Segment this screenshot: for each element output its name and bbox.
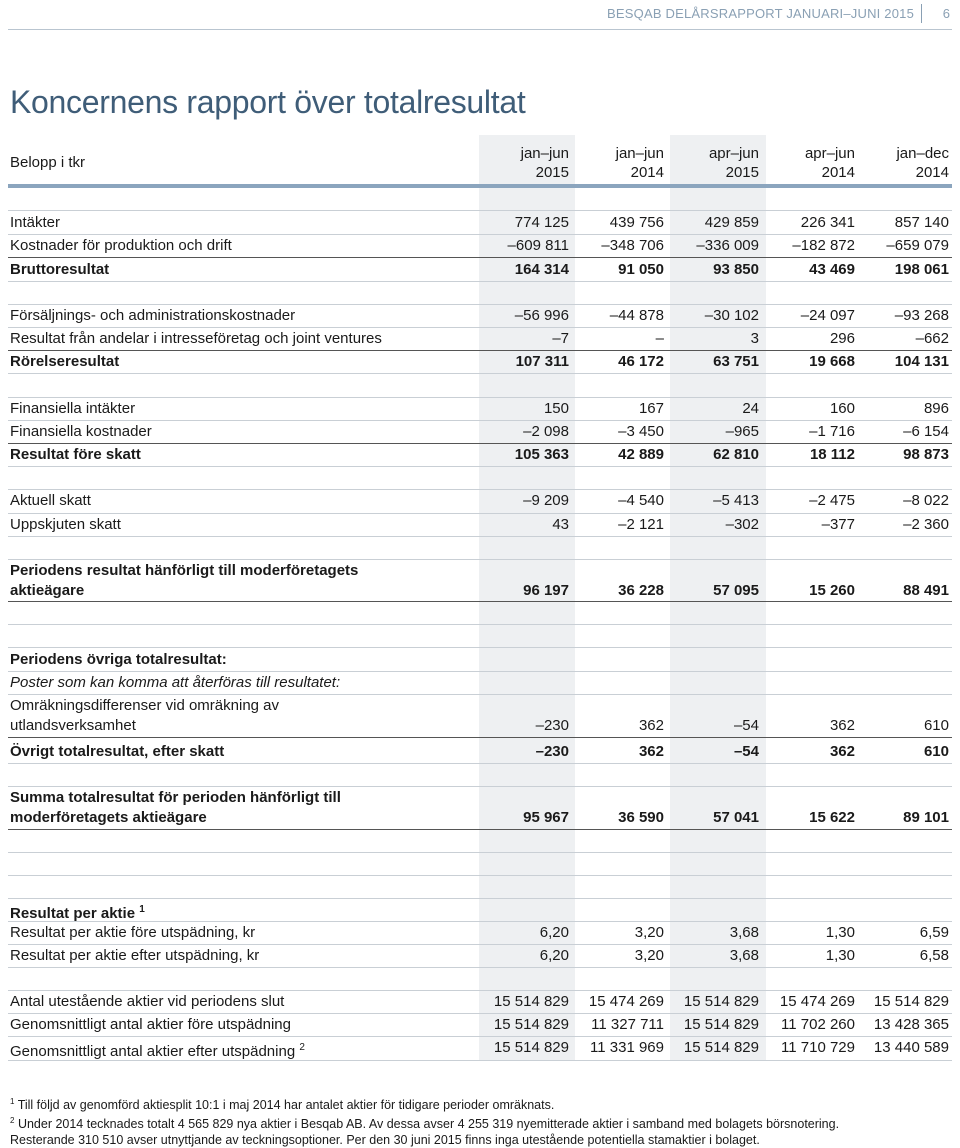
cell-value: –	[655, 330, 664, 347]
row-divider	[8, 373, 952, 374]
cell-value: 13 440 589	[873, 1039, 949, 1056]
row-divider	[8, 513, 952, 514]
row-label-cont: utlandsverksamhet	[10, 717, 136, 734]
row-divider	[8, 304, 952, 305]
row-label: Resultat före skatt	[10, 446, 141, 463]
cell-value: 19 668	[809, 353, 855, 370]
cell-value: –30 102	[704, 307, 759, 324]
cell-value: –24 097	[800, 307, 855, 324]
header-separator	[921, 4, 922, 23]
cell-value: 6,20	[539, 924, 569, 941]
row-divider	[8, 489, 952, 490]
cell-value: –54	[733, 743, 759, 760]
header-rule	[8, 29, 952, 30]
row-divider	[8, 327, 952, 328]
row-divider	[8, 420, 952, 421]
row-divider	[8, 875, 952, 876]
cell-value: 63 751	[713, 353, 759, 370]
cell-value: 362	[829, 743, 855, 760]
row-label: Poster som kan komma att återföras till resultatet:	[10, 674, 341, 691]
row-divider	[8, 257, 952, 258]
row-label: Omräkningsdifferenser vid omräkning av	[10, 697, 280, 714]
footnote-ref: 2	[299, 1042, 305, 1053]
cell-value: 11 710 729	[781, 1039, 855, 1056]
cell-value: 36 590	[618, 809, 664, 826]
cell-value: –659 079	[886, 237, 949, 254]
unit-label: Belopp i tkr	[10, 154, 86, 171]
cell-value: 296	[829, 330, 855, 347]
cell-value: 3,20	[634, 947, 664, 964]
row-label: Periodens övriga totalresultat:	[10, 651, 227, 668]
row-label: Resultat per aktie $^1$	[10, 904, 145, 922]
cell-value: 42 889	[618, 446, 664, 463]
cell-value: 6,59	[919, 924, 949, 941]
cell-value: 160	[829, 400, 855, 417]
cell-value: 57 095	[713, 582, 759, 599]
row-label: Genomsnittligt antal aktier före utspädning	[10, 1016, 291, 1033]
cell-value: 362	[638, 717, 664, 734]
cell-value: 88 491	[903, 582, 949, 599]
cell-value: 104 131	[894, 353, 949, 370]
cell-value: 15 514 829	[493, 1039, 569, 1056]
cell-value: –2 475	[809, 492, 855, 509]
cell-value: 198 061	[894, 261, 949, 278]
row-divider	[8, 763, 952, 764]
row-divider	[8, 671, 952, 672]
cell-value: 62 810	[713, 446, 759, 463]
row-label: Kostnader för produktion och drift	[10, 237, 232, 254]
row-divider	[8, 536, 952, 537]
cell-value: 96 197	[523, 582, 569, 599]
cell-value: 15 474 269	[779, 993, 855, 1010]
row-divider	[8, 210, 952, 211]
row-divider	[8, 559, 952, 560]
cell-value: –662	[915, 330, 949, 347]
cell-value: 1,30	[825, 924, 855, 941]
cell-value: 15 474 269	[588, 993, 664, 1010]
cell-value: –4 540	[618, 492, 664, 509]
row-divider	[8, 694, 952, 695]
cell-value: 362	[829, 717, 855, 734]
row-divider	[8, 397, 952, 398]
row-divider	[8, 647, 952, 648]
row-divider	[8, 944, 952, 945]
cell-value: –93 268	[894, 307, 949, 324]
cell-value: 105 363	[514, 446, 569, 463]
column-header	[8, 135, 952, 187]
page-title: Koncernens rapport över totalresultat	[10, 84, 526, 120]
row-divider	[8, 967, 952, 968]
cell-value: –2 098	[523, 423, 569, 440]
cell-value: –230	[535, 717, 569, 734]
cell-value: 167	[638, 400, 664, 417]
column-heading: jan–dec 2014	[896, 145, 949, 181]
row-label: Uppskjuten skatt	[10, 516, 121, 533]
cell-value: 362	[638, 743, 664, 760]
row-divider	[8, 234, 952, 235]
column-heading: apr–jun 2015	[708, 145, 759, 181]
cell-value: –348 706	[601, 237, 664, 254]
cell-value: 439 756	[609, 214, 664, 231]
row-label: Försäljnings- och administrationskostnader	[10, 307, 296, 324]
cell-value: 89 101	[903, 809, 949, 826]
cell-value: –1 716	[809, 423, 855, 440]
row-divider	[8, 466, 952, 467]
cell-value: 3	[750, 330, 759, 347]
cell-value: 95 967	[523, 809, 569, 826]
cell-value: –7	[552, 330, 569, 347]
footnote-2: $^2$ Under 2014 tecknades totalt 4 565 829 nya aktier i Besqab AB. Av dessa avser 4 255 319 nyemitterade aktier i samband med bolagets börsnotering.	[10, 1116, 840, 1132]
cell-value: –56 996	[514, 307, 569, 324]
cell-value: –2 360	[903, 516, 949, 533]
cell-value: 13 428 365	[873, 1016, 949, 1033]
row-divider	[8, 601, 952, 602]
cell-value: –230	[535, 743, 569, 760]
row-label: Övrigt totalresultat, efter skatt	[10, 743, 225, 760]
page-number: 6	[942, 6, 950, 21]
cell-value: 43 469	[809, 261, 855, 278]
row-divider	[8, 443, 952, 444]
cell-value: 36 228	[618, 582, 664, 599]
row-divider	[8, 852, 952, 853]
row-divider	[8, 281, 952, 282]
row-label: Intäkter	[10, 214, 61, 231]
cell-value: 15 514 829	[873, 993, 949, 1010]
cell-value: –8 022	[903, 492, 949, 509]
row-divider	[8, 990, 952, 991]
cell-value: –182 872	[792, 237, 855, 254]
row-label: Resultat per aktie före utspädning, kr	[10, 924, 256, 941]
row-label: Periodens resultat hänförligt till moderföretagets	[10, 562, 359, 579]
cell-value: 164 314	[514, 261, 569, 278]
cell-value: –3 450	[618, 423, 664, 440]
footnote-ref: 1	[139, 904, 145, 915]
cell-value: 24	[742, 400, 759, 417]
footnote-2-cont: Resterande 310 510 avser utnyttjande av teckningsoptioner. Per den 30 juni 2015 finns inga utestående potentiella stamaktier i bolaget.	[10, 1133, 760, 1148]
cell-value: 6,58	[919, 947, 949, 964]
cell-value: 3,68	[729, 924, 759, 941]
row-divider	[8, 829, 952, 830]
cell-value: –965	[725, 423, 759, 440]
column-heading: apr–jun 2014	[804, 145, 855, 181]
cell-value: 6,20	[539, 947, 569, 964]
row-divider	[8, 350, 952, 351]
cell-value: 15 622	[809, 809, 855, 826]
cell-value: 610	[923, 717, 949, 734]
cell-value: 857 140	[894, 214, 949, 231]
row-divider	[8, 1036, 952, 1037]
cell-value: 46 172	[618, 353, 664, 370]
cell-value: 43	[552, 516, 569, 533]
row-divider	[8, 898, 952, 899]
cell-value: 610	[923, 743, 949, 760]
cell-value: 11 327 711	[591, 1016, 664, 1033]
cell-value: 15 260	[809, 582, 855, 599]
report-name: BESQAB DELÅRSRAPPORT JANUARI–JUNI 2015	[607, 6, 914, 21]
cell-value: –6 154	[903, 423, 949, 440]
page-header	[0, 0, 960, 30]
column-heading: jan–jun 2015	[520, 145, 569, 181]
cell-value: –2 121	[618, 516, 664, 533]
cell-value: 57 041	[713, 809, 759, 826]
cell-value: –9 209	[523, 492, 569, 509]
cell-value: 11 702 260	[781, 1016, 855, 1033]
row-label: Resultat från andelar i intresseföretag och joint ventures	[10, 330, 382, 347]
row-divider	[8, 786, 952, 787]
row-label: Resultat per aktie efter utspädning, kr	[10, 947, 260, 964]
footnote-1: $^1$ Till följd av genomförd aktiesplit 10:1 i maj 2014 har antalet aktier för tidigare perioder omräknats.	[10, 1097, 555, 1113]
cell-value: 15 514 829	[493, 993, 569, 1010]
row-divider	[8, 737, 952, 738]
cell-value: 91 050	[618, 261, 664, 278]
cell-value: 3,68	[729, 947, 759, 964]
row-label: Bruttoresultat	[10, 261, 110, 278]
cell-value: 15 514 829	[683, 993, 759, 1010]
column-heading: jan–jun 2014	[615, 145, 664, 181]
cell-value: 107 311	[515, 353, 569, 370]
row-label: Rörelseresultat	[10, 353, 120, 370]
cell-value: 896	[923, 400, 949, 417]
row-label: Aktuell skatt	[10, 492, 91, 509]
row-label: Finansiella intäkter	[10, 400, 136, 417]
cell-value: 429 859	[704, 214, 759, 231]
row-label-cont: moderföretagets aktieägare	[10, 809, 207, 826]
cell-value: –336 009	[696, 237, 759, 254]
row-label: Genomsnittligt antal aktier efter utspädning $^2$	[10, 1042, 305, 1060]
cell-value: 150	[543, 400, 569, 417]
cell-value: 93 850	[713, 261, 759, 278]
row-divider	[8, 1013, 952, 1014]
cell-value: –5 413	[713, 492, 759, 509]
cell-value: 15 514 829	[683, 1039, 759, 1056]
cell-value: –54	[733, 717, 759, 734]
cell-value: 15 514 829	[683, 1016, 759, 1033]
cell-value: 15 514 829	[493, 1016, 569, 1033]
cell-value: –44 878	[609, 307, 664, 324]
header-rule-thick	[8, 184, 952, 188]
cell-value: –609 811	[507, 237, 569, 254]
cell-value: –302	[725, 516, 759, 533]
cell-value: 1,30	[825, 947, 855, 964]
cell-value: 3,20	[634, 924, 664, 941]
cell-value: 774 125	[514, 214, 569, 231]
cell-value: –377	[821, 516, 855, 533]
row-divider	[8, 921, 952, 922]
cell-value: 98 873	[903, 446, 949, 463]
row-label: Antal utestående aktier vid periodens slut	[10, 993, 285, 1010]
cell-value: 226 341	[800, 214, 855, 231]
cell-value: 18 112	[809, 446, 855, 463]
row-divider	[8, 624, 952, 625]
cell-value: 11 331 969	[590, 1039, 664, 1056]
footnotes	[10, 1094, 950, 1148]
row-label: Finansiella kostnader	[10, 423, 152, 440]
row-label-cont: aktieägare	[10, 582, 85, 599]
row-label: Summa totalresultat för perioden hänförligt till	[10, 789, 341, 806]
